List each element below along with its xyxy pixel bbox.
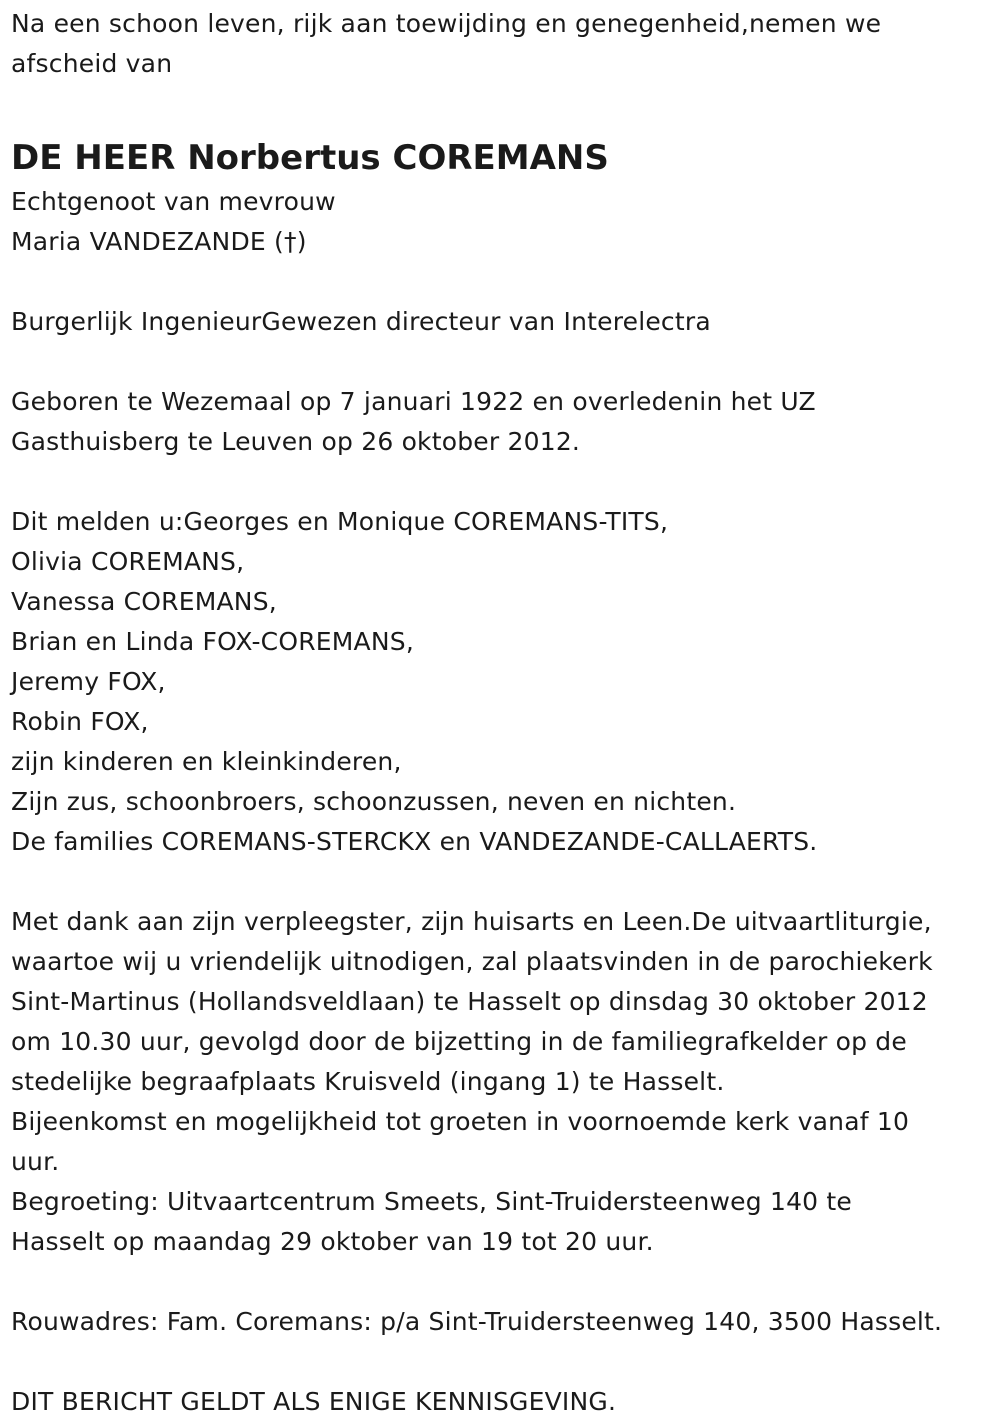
family-line: Jeremy FOX, [11, 667, 166, 696]
spacer [11, 84, 990, 124]
spacer [11, 1342, 990, 1382]
family-line: zijn kinderen en kleinkinderen, [11, 747, 402, 776]
family-line: Robin FOX, [11, 707, 149, 736]
family-line: Dit melden u:Georges en Monique COREMANS-TITS, [11, 507, 669, 536]
intro-line: Na een schoon leven, rijk aan toewijding en genegenheid,nemen we [11, 9, 882, 38]
family-line: Zijn zus, schoonbroers, schoonzussen, neven en nichten. [11, 787, 737, 816]
family-section [11, 502, 990, 862]
family-line: Olivia COREMANS, [11, 547, 245, 576]
profession: Burgerlijk IngenieurGewezen directeur van Interelectra [11, 307, 711, 336]
ceremony-line: waartoe wij u vriendelijk uitnodigen, zal plaatsvinden in de parochiekerk [11, 947, 933, 976]
ceremony-line: uur. [11, 1147, 60, 1176]
notice-footer: DIT BERICHT GELDT ALS ENIGE KENNISGEVING. [11, 1387, 617, 1416]
mourning-address: Rouwadres: Fam. Coremans: p/a Sint-Truidersteenweg 140, 3500 Hasselt. [11, 1307, 943, 1336]
spacer [11, 342, 990, 382]
birth-death-line: Gasthuisberg te Leuven op 26 oktober 2012. [11, 427, 581, 456]
ceremony-line: Bijeenkomst en mogelijkheid tot groeten in voornoemde kerk vanaf 10 [11, 1107, 910, 1136]
spacer [11, 862, 990, 902]
spacer [11, 262, 990, 302]
spacer [11, 1262, 990, 1302]
family-line: De families COREMANS-STERCKX en VANDEZANDE-CALLAERTS. [11, 827, 818, 856]
ceremony-line: Begroeting: Uitvaartcentrum Smeets, Sint-Truidersteenweg 140 te [11, 1187, 853, 1216]
family-line: Vanessa COREMANS, [11, 587, 277, 616]
birth-death-section [11, 382, 990, 462]
ceremony-line: Hasselt op maandag 29 oktober van 19 tot 20 uur. [11, 1227, 654, 1256]
ceremony-section [11, 902, 990, 1262]
spouse-section [11, 182, 990, 262]
family-line: Brian en Linda FOX-COREMANS, [11, 627, 414, 656]
ceremony-line: stedelijke begraafplaats Kruisveld (ingang 1) te Hasselt. [11, 1067, 725, 1096]
intro-line: afscheid van [11, 49, 173, 78]
intro-section [11, 4, 990, 84]
ceremony-line: Sint-Martinus (Hollandsveldlaan) te Hasselt op dinsdag 30 oktober 2012 [11, 987, 928, 1016]
ceremony-line: om 10.30 uur, gevolgd door de bijzetting in de familiegrafkelder op de [11, 1027, 907, 1056]
deceased-name: DE HEER Norbertus COREMANS [11, 138, 609, 178]
spouse-line: Maria VANDEZANDE (†) [11, 227, 307, 256]
ceremony-line: Met dank aan zijn verpleegster, zijn huisarts en Leen.De uitvaartliturgie, [11, 907, 932, 936]
spouse-line: Echtgenoot van mevrouw [11, 187, 336, 216]
birth-death-line: Geboren te Wezemaal op 7 januari 1922 en overledenin het UZ [11, 387, 816, 416]
spacer [11, 462, 990, 502]
